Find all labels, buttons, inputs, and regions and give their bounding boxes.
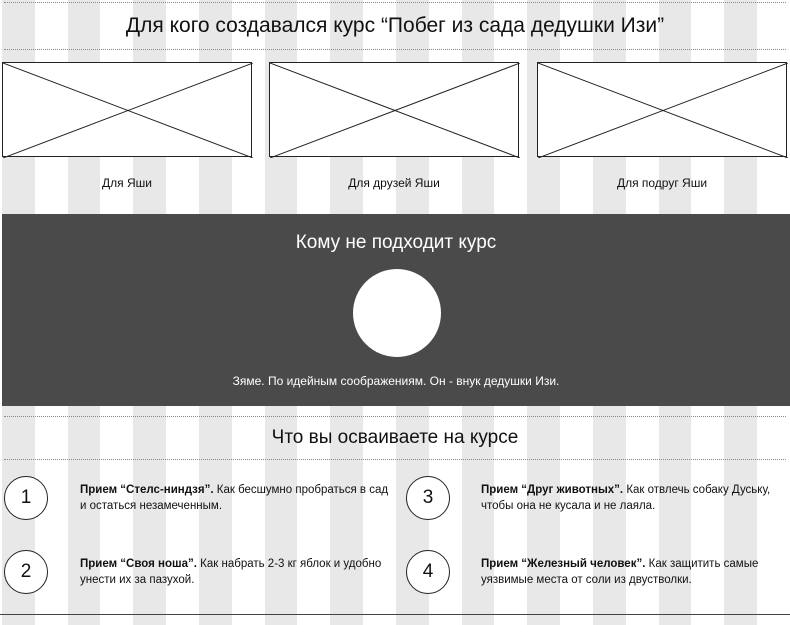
- not-for-title: Кому не подходит курс: [295, 232, 497, 253]
- image-placeholder-1: [2, 62, 252, 157]
- bottom-divider: [0, 614, 790, 615]
- audience-caption-3: Для подруг Яши: [616, 176, 708, 190]
- technique-desc: Как отвлечь собаку Дуську, чтобы она не кусала и не лаяла.: [481, 484, 771, 512]
- technique-name: Прием “Своя ноша”.: [80, 558, 197, 570]
- technique-name: Прием “Железный человек”.: [481, 558, 646, 570]
- number-badge: 4: [406, 550, 450, 594]
- image-placeholder-3: [537, 62, 787, 157]
- technique-desc: Как набрать 2-3 кг яблок и удобно унести их за пазухой.: [80, 558, 382, 586]
- technique-name: Прием “Друг животных”.: [481, 484, 624, 496]
- learn-title: Что вы осваиваете на курсе: [271, 427, 519, 448]
- image-placeholder-2: [269, 62, 519, 157]
- learn-item-text: [80, 556, 390, 588]
- technique-desc: Как защитить самые уязвимые места от соли из двустволки.: [481, 558, 759, 586]
- page-title: Для кого создавался курс “Побег из сада дедушки Изи”: [125, 14, 665, 37]
- not-for-text: Зяме. По идейным соображениям. Он - внук дедушки Изи.: [232, 374, 560, 388]
- avatar-placeholder: [353, 269, 441, 357]
- number-badge: 2: [4, 550, 48, 594]
- learn-item-text: [80, 482, 390, 514]
- learn-item-text: [481, 482, 781, 514]
- technique-name: Прием “Стелс-ниндзя”.: [80, 484, 214, 496]
- number-badge: 1: [4, 476, 48, 520]
- technique-desc: Как бесшумно пробраться в сад и остаться незамеченным.: [80, 484, 389, 512]
- audience-caption-2: Для друзей Яши: [348, 176, 440, 190]
- learn-item-text: [481, 556, 781, 588]
- not-for-section: [2, 214, 790, 406]
- number-badge: 3: [406, 476, 450, 520]
- learn-section-header: [4, 416, 786, 460]
- header-section: [4, 2, 786, 50]
- audience-caption-1: Для Яши: [102, 176, 152, 190]
